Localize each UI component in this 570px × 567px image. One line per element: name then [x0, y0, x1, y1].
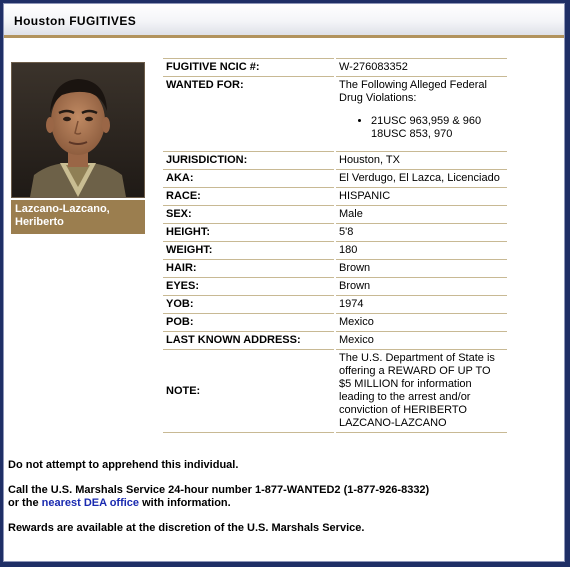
detail-value-hair: Brown [336, 260, 507, 278]
detail-row-race [163, 188, 507, 206]
detail-row-address [163, 332, 507, 350]
fugitive-photo [11, 62, 145, 198]
detail-value-race: HISPANIC [336, 188, 507, 206]
detail-label: WEIGHT: [163, 242, 334, 260]
detail-value-note: The U.S. Department of State is offering a REWARD OF UP TO $5 MILLION for information leading to the arrest and/or conviction of HERIBERTO LAZCANO-LAZCANO [336, 350, 507, 433]
detail-label: EYES: [163, 278, 334, 296]
detail-label: SEX: [163, 206, 334, 224]
detail-value-yob: 1974 [336, 296, 507, 314]
detail-label: HAIR: [163, 260, 334, 278]
page-title: Houston FUGITIVES [4, 4, 564, 38]
rewards-disclaimer: Rewards are available at the discretion of the U.S. Marshals Service. [8, 522, 365, 534]
with-info-text: with information. [142, 497, 231, 509]
detail-label: JURISDICTION: [163, 152, 334, 170]
detail-label: HEIGHT: [163, 224, 334, 242]
contact-instructions [8, 484, 558, 510]
detail-value-eyes: Brown [336, 278, 507, 296]
violation-item: • 21USC 963,959 & 960 18USC 853, 970 [371, 115, 504, 141]
fugitive-portrait-image [12, 63, 144, 197]
nearest-dea-office-link[interactable]: nearest DEA office [41, 497, 140, 509]
apprehend-warning: Do not attempt to apprehend this individual. [8, 459, 239, 471]
detail-label: YOB: [163, 296, 334, 314]
detail-label: AKA: [163, 170, 334, 188]
detail-row-note [163, 350, 507, 433]
detail-row-hair [163, 260, 507, 278]
detail-row-sex [163, 206, 507, 224]
fugitive-photo-column [11, 62, 145, 234]
detail-value-height: 5'8 [336, 224, 507, 242]
wanted-for-intro: The Following Alleged Federal Drug Violations: [339, 79, 487, 104]
page-frame [3, 3, 565, 562]
detail-label: WANTED FOR: [163, 77, 334, 152]
detail-label: FUGITIVE NCIC #: [163, 59, 334, 77]
detail-row-height [163, 224, 507, 242]
fugitive-name-caption: Lazcano-Lazcano, Heriberto [11, 198, 145, 234]
detail-value-weight: 180 [336, 242, 507, 260]
fugitive-details-table [163, 58, 507, 433]
or-text: or the [8, 497, 39, 509]
detail-value-address: Mexico [336, 332, 507, 350]
contact-footer [8, 459, 558, 547]
hotline-text: Call the U.S. Marshals Service 24-hour number 1-877-WANTED2 (1-877-926-8332) [8, 484, 430, 496]
detail-label: POB: [163, 314, 334, 332]
detail-value-ncic: W-276083352 [336, 59, 507, 77]
detail-value-aka: El Verdugo, El Lazca, Licenciado [336, 170, 507, 188]
detail-value-wanted-for [336, 77, 507, 152]
detail-value-pob: Mexico [336, 314, 507, 332]
detail-row-wanted-for [163, 77, 507, 152]
detail-row-aka [163, 170, 507, 188]
detail-label: LAST KNOWN ADDRESS: [163, 332, 334, 350]
detail-row-yob [163, 296, 507, 314]
violations-list [339, 115, 504, 141]
detail-row-eyes [163, 278, 507, 296]
detail-value-sex: Male [336, 206, 507, 224]
detail-row-weight [163, 242, 507, 260]
detail-row-jurisdiction [163, 152, 507, 170]
detail-row-ncic [163, 59, 507, 77]
detail-label: NOTE: [163, 350, 334, 433]
detail-label: RACE: [163, 188, 334, 206]
detail-row-pob [163, 314, 507, 332]
detail-value-jurisdiction: Houston, TX [336, 152, 507, 170]
